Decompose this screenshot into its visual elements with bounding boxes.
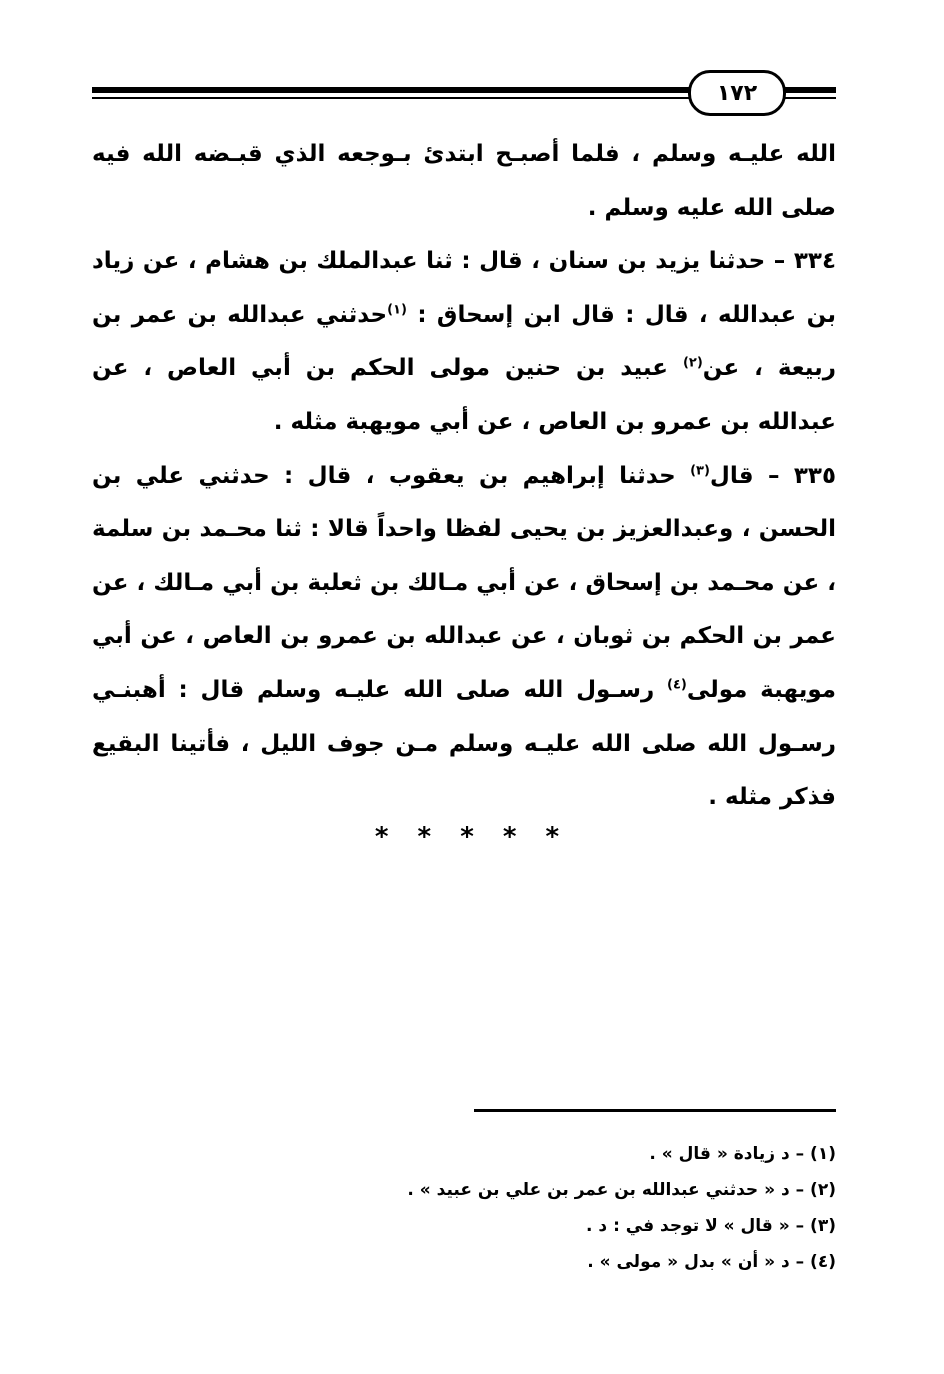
footnote-4: (٤) – د « أن » بدل « مولى » . — [587, 1252, 836, 1272]
paragraph-continuation: الله عليـه وسلم ، فلما أصبـح ابتدئ بـوجعه الذي قبـضه الله فيه صلى الله عليه وسلم . — [92, 141, 836, 221]
main-text — [92, 128, 836, 825]
footnote-ref-4: (٤) — [666, 677, 687, 693]
footnote-2: (٢) – د « حدثني عبدالله بن عمر بن علي بن عبيد » . — [407, 1180, 836, 1200]
page-number: ١٧٢ — [688, 70, 786, 116]
text-segment: ٣٣٤ – حدثنا يزيد بن سنان ، قال : ثنا عبدالملك بن هشام ، عن زياد بن عبدالله ، قال : قال ابن إسحاق : — [92, 248, 836, 328]
footnote-ref-2: (٢) — [682, 355, 703, 371]
footnotes — [300, 1136, 836, 1280]
section-separator: * * * * * — [374, 822, 570, 852]
footnote-divider — [474, 1109, 836, 1112]
text-segment: ٣٣٥ – قال — [709, 462, 836, 489]
paragraph-335 — [92, 450, 836, 825]
text-segment: حدثنا إبراهيم بن يعقوب ، قال : حدثني علي بن الحسن ، وعبدالعزيز بن يحيى لفظا واحداً قالا : ثنا محـمد بن سلمة ، عن محـمد بن إسحاق ، عن أبي مـالك بن ثعلبة بن أبي مـالك ، عن عمر بن الحكم بن ثوبان ، عن عبدالله بن عمرو بن العاص ، عن أبي مويهبة مولى — [92, 462, 836, 703]
paragraph-334 — [92, 235, 836, 449]
footnote-3: (٣) – « قال » لا توجد في : د . — [586, 1216, 836, 1236]
text-segment: عبيد بن حنين مولى الحكم بن أبي العاص ، عن عبدالله بن عمرو بن العاص ، عن أبي مويهبة مثله . — [92, 355, 836, 435]
footnote-ref-3: (٣) — [690, 462, 710, 478]
footnote-1: (١) – د زيادة « قال » . — [649, 1144, 836, 1164]
page-header — [92, 66, 836, 120]
text-segment: حدثني عبدالله بن عمر بن ربيعة ، عن — [92, 301, 837, 382]
text-segment: رسـول الله صلى الله عليـه وسلم قال : أهبنـي رسـول الله صلى الله عليـه وسلم مـن جوف الليل ، فأتينا البقيع فذكر مثله . — [92, 676, 836, 811]
footnote-ref-1: (١) — [387, 302, 407, 318]
